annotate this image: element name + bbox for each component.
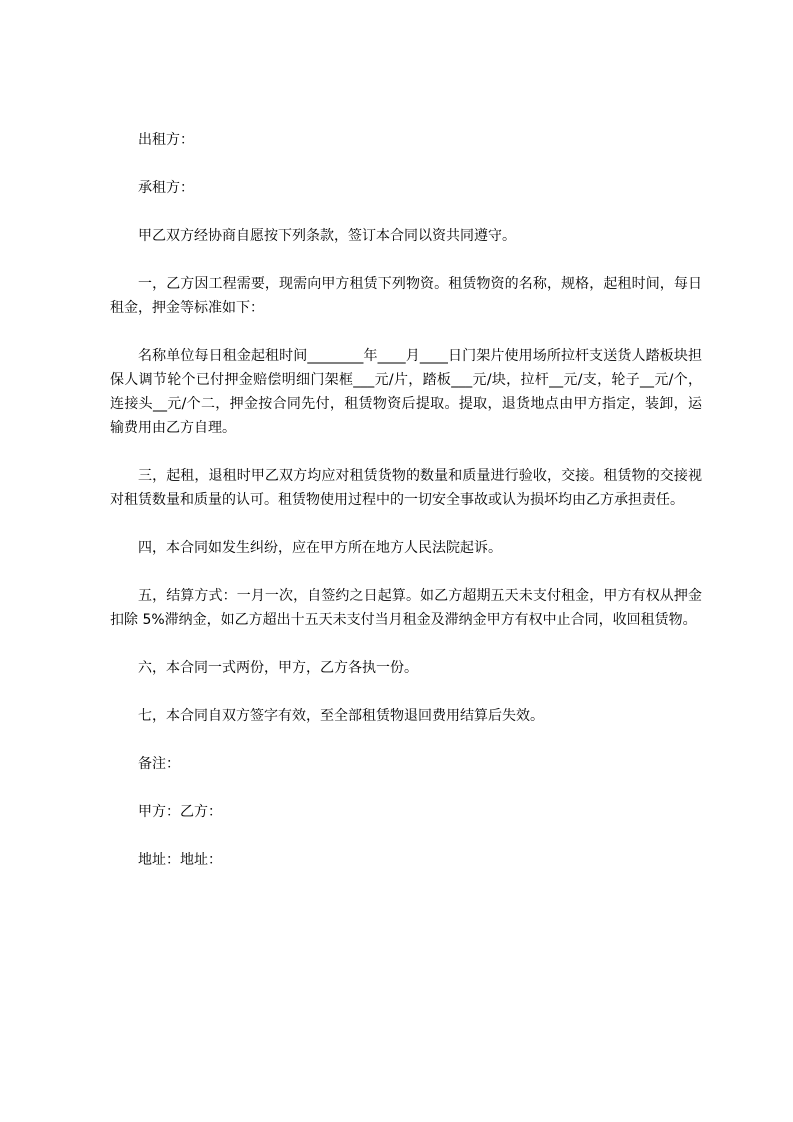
remarks-label: 备注： [138, 756, 180, 772]
clause-table-paragraph: 名称单位每日租金起租时间________年____月____日门架片使用场所拉杆支送货人踏板块担保人调节轮个已付押金赔偿明细门架框___元/片，踏板___元/块，拉杆__元/支，轮子__元/个，连接头__元/个二，押金按合同先付，租赁物资后提取。提取，退货地点由甲方指定，装卸，运输费用由乙方自理。 [110, 348, 702, 436]
lessee-label: 承租方： [138, 180, 194, 196]
clause-3-paragraph: 三，起租，退租时甲乙双方均应对租赁货物的数量和质量进行验收，交接。租赁物的交接视对租赁数量和质量的认可。租赁物使用过程中的一切安全事故或认为损坏均由乙方承担责任。 [110, 468, 702, 508]
clause-7-paragraph: 七，本合同自双方签字有效，至全部租赁物退回费用结算后失效。 [138, 708, 544, 724]
intro-paragraph: 甲乙双方经协商自愿按下列条款，签订本合同以资共同遵守。 [138, 228, 516, 244]
address-line: 地址：地址： [138, 852, 222, 868]
parties-signature-line: 甲方：乙方： [138, 804, 222, 820]
lessor-label: 出租方： [138, 132, 194, 148]
clause-1-paragraph: 一，乙方因工程需要，现需向甲方租赁下列物资。租赁物资的名称，规格，起租时间，每日租金，押金等标准如下： [110, 276, 702, 316]
contract-body [110, 128, 702, 896]
clause-5-paragraph: 五，结算方式：一月一次，自签约之日起算。如乙方超期五天未支付租金，甲方有权从押金扣除 5%滞纳金，如乙方超出十五天未支付当月租金及滞纳金甲方有权中止合同，收回租赁物。 [110, 588, 702, 628]
clause-4-paragraph: 四，本合同如发生纠纷，应在甲方所在地方人民法院起诉。 [138, 540, 502, 556]
clause-6-paragraph: 六，本合同一式两份，甲方，乙方各执一份。 [138, 660, 418, 676]
